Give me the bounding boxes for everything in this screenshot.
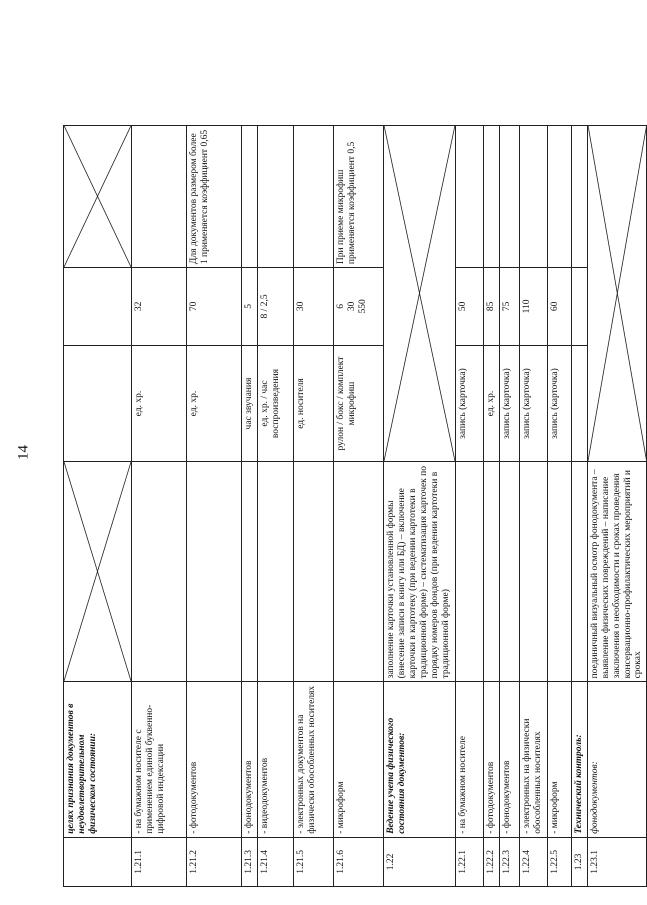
- row-name: - фотодокументов: [187, 682, 242, 837]
- row-number: 1.22.1: [455, 837, 483, 886]
- row-value: 30: [293, 268, 333, 346]
- table-row: [383, 22, 455, 887]
- table-row: [242, 22, 258, 887]
- table-row: [257, 22, 293, 887]
- row-description: [293, 462, 333, 682]
- row-value: 70: [187, 268, 242, 346]
- table-row: [187, 22, 242, 887]
- row-note: [293, 125, 333, 267]
- row-value: 6 30 550: [333, 268, 383, 346]
- table-row: [293, 22, 333, 887]
- row-unit: ед. хр.: [132, 345, 187, 462]
- rotated-page: [63, 21, 644, 887]
- row-name: фонодокументов:: [587, 682, 647, 837]
- row-number: 1.23.1: [587, 837, 647, 886]
- row-number: 1.22: [383, 837, 455, 886]
- row-value: 32: [132, 268, 187, 346]
- row-name: - фотодокументов: [483, 682, 499, 837]
- row-note: При приеме микрофиш применяется коэффициент 0,5: [333, 125, 383, 267]
- row-value: [571, 268, 587, 346]
- row-name: целях признания документов в неудовлетворительном физическом состоянии:: [64, 682, 132, 837]
- row-description: поединичный визуальный осмотр фонодокумента – выявление физических повреждений – написание заключения о необходимости и сроках проведения консервационно-профилактических мероприятий и сроках: [587, 462, 647, 682]
- crossed-out-value-cell: [64, 125, 132, 267]
- row-name: - фонодокументов: [499, 682, 519, 837]
- row-unit: рулон / бокс / комплект микрофиш: [333, 345, 383, 462]
- row-value: 110: [519, 268, 547, 346]
- norms-table: [63, 21, 647, 887]
- row-description: [499, 462, 519, 682]
- table-row: [455, 22, 483, 887]
- row-description: [242, 462, 258, 682]
- row-value: 75: [499, 268, 519, 346]
- row-name: - видеодокументов: [257, 682, 293, 837]
- table-row: [333, 22, 383, 887]
- row-description: [519, 462, 547, 682]
- row-number: 1.21.5: [293, 837, 333, 886]
- row-note: [483, 125, 499, 267]
- row-value: 60: [547, 268, 571, 346]
- row-note: [547, 125, 571, 267]
- row-value: 8 / 2,5: [257, 268, 293, 346]
- row-unit: запись (карточка): [519, 345, 547, 462]
- row-number: 1.21.3: [242, 837, 258, 886]
- row-name: - электронных на физически обособленных носителях: [519, 682, 547, 837]
- table-body: [64, 22, 647, 887]
- row-note: [242, 125, 258, 267]
- row-unit: запись (карточка): [547, 345, 571, 462]
- row-unit: [571, 345, 587, 462]
- row-description: [571, 462, 587, 682]
- row-unit: час звучания: [242, 345, 258, 462]
- table-row: [132, 22, 187, 887]
- row-note: Для документов размером более 1 применяется коэффициент 0,65: [187, 125, 242, 267]
- row-note: [455, 125, 483, 267]
- crossed-out-norms-cell: [587, 125, 647, 462]
- table-row: [587, 22, 647, 887]
- row-value: 50: [455, 268, 483, 346]
- row-note: [132, 125, 187, 267]
- row-unit: ед. хр.: [483, 345, 499, 462]
- table-row: [571, 22, 587, 887]
- row-name: - на бумажном носителе: [455, 682, 483, 837]
- row-note: [571, 125, 587, 267]
- row-note: [519, 125, 547, 267]
- row-description: [483, 462, 499, 682]
- row-unit: ед. носителя: [293, 345, 333, 462]
- row-number: 1.21.1: [132, 837, 187, 886]
- crossed-out-norms-cell: [383, 125, 455, 462]
- table-row: [483, 22, 499, 887]
- row-number: 1.23: [571, 837, 587, 886]
- row-note: [499, 125, 519, 267]
- row-value: 5: [242, 268, 258, 346]
- row-number: 1.21.2: [187, 837, 242, 886]
- row-name: Ведение учета физического состояния документов:: [383, 682, 455, 837]
- row-description: заполнение карточки установленной формы (внесение записи в книгу или БД) – включение карточки в картотеку (при ведении картотеки в традиционной форме) – систематизация карточек по порядку номеров фондов (при ведении картотеки в традиционной форме): [383, 462, 455, 682]
- row-number: 1.22.3: [499, 837, 519, 886]
- row-number: 1.21.4: [257, 837, 293, 886]
- table-row: [519, 22, 547, 887]
- row-name: - на бумажном носителе с применением единой буквенно-цифровой индексации: [132, 682, 187, 837]
- row-unit: ед. хр. / час воспроизведения: [257, 345, 293, 462]
- crossed-out-description-cell: [64, 462, 132, 682]
- table-row: [499, 22, 519, 887]
- row-description: [333, 462, 383, 682]
- row-description: [187, 462, 242, 682]
- row-number: 1.22.4: [519, 837, 547, 886]
- row-unit: запись (карточка): [455, 345, 483, 462]
- row-name: - микроформ: [547, 682, 571, 837]
- row-description: [132, 462, 187, 682]
- row-unit: [64, 345, 132, 462]
- row-name: - фонодокументов: [242, 682, 258, 837]
- table-row: [64, 22, 132, 887]
- row-note: [257, 125, 293, 267]
- row-name: - микроформ: [333, 682, 383, 837]
- page-number: 14: [15, 445, 32, 460]
- row-number: 1.22.2: [483, 837, 499, 886]
- row-number: [64, 837, 132, 886]
- row-description: [257, 462, 293, 682]
- row-description: [547, 462, 571, 682]
- row-name: - электронных документов на физически обособленных носителях: [293, 682, 333, 837]
- row-name: Технический контроль:: [571, 682, 587, 837]
- row-number: 1.21.6: [333, 837, 383, 886]
- row-description: [455, 462, 483, 682]
- row-number: 1.22.5: [547, 837, 571, 886]
- row-value: [64, 268, 132, 346]
- row-unit: ед. хр.: [187, 345, 242, 462]
- row-unit: запись (карточка): [499, 345, 519, 462]
- table-row: [547, 22, 571, 887]
- row-value: 85: [483, 268, 499, 346]
